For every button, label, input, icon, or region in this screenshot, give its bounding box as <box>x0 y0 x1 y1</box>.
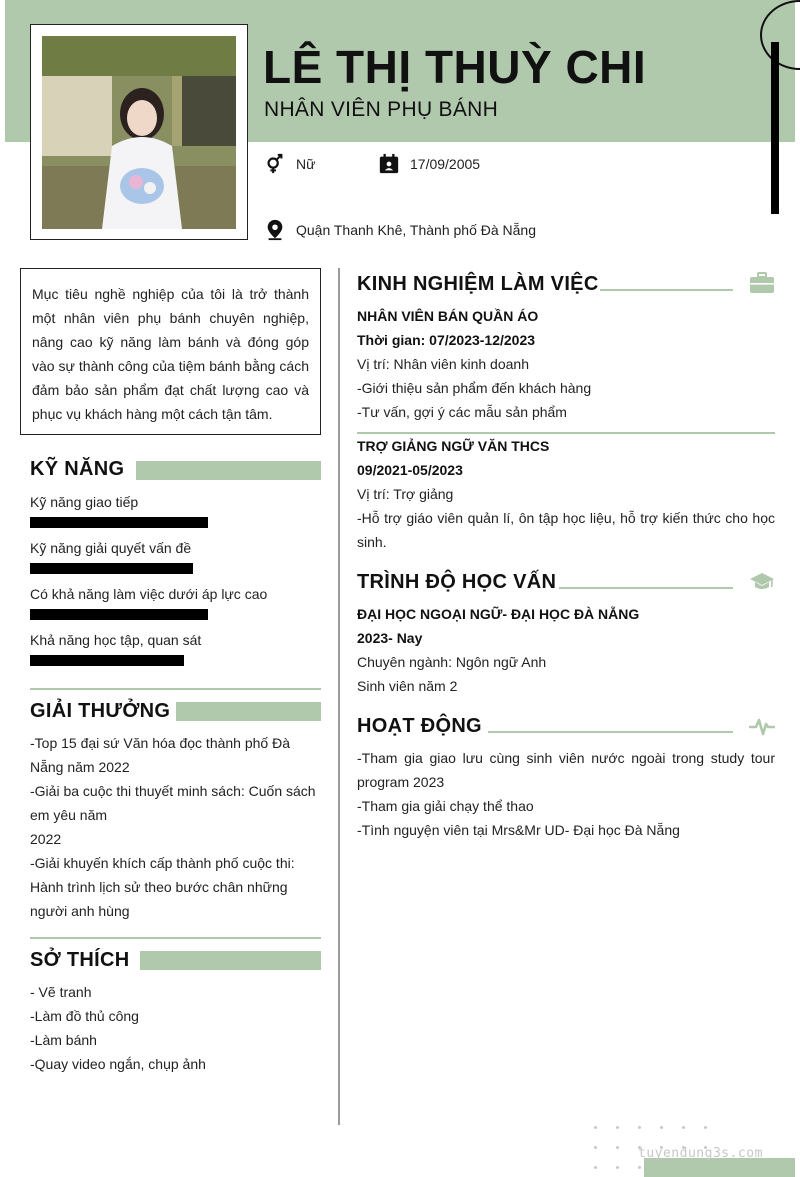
education-year: Sinh viên năm 2 <box>357 678 458 694</box>
award-line: em yêu năm <box>30 807 108 823</box>
candidate-name: LÊ THỊ THUỲ CHI <box>263 41 647 93</box>
job-detail: -Tư vấn, gợi ý các mẫu sản phẩm <box>357 404 567 420</box>
award-line: -Top 15 đại sứ Văn hóa đọc thành phố Đà <box>30 735 290 751</box>
hobbies-title: SỞ THÍCH <box>30 949 130 971</box>
section-rule <box>30 937 321 939</box>
skill-label: Khả năng học tập, quan sát <box>30 632 202 648</box>
experience-title: KINH NGHIỆM LÀM VIỆC <box>357 273 599 295</box>
gender-icon <box>264 153 286 175</box>
address-value: Quận Thanh Khê, Thành phố Đà Nẵng <box>296 222 536 238</box>
skill-level-bar <box>30 517 208 528</box>
birthdate-value: 17/09/2005 <box>410 156 481 172</box>
skill-label: Kỹ năng giải quyết vấn đề <box>30 540 192 556</box>
profile-photo <box>42 36 236 229</box>
education-title: TRÌNH ĐỘ HỌC VẤN <box>357 571 557 593</box>
gender-info <box>264 153 315 175</box>
awards-title-bar <box>176 702 321 721</box>
award-line: người anh hùng <box>30 903 130 919</box>
education-major: Chuyên ngành: Ngôn ngữ Anh <box>357 654 547 670</box>
activity-line: -Tham gia giao lưu cùng sinh viên nước ngoài trong study tour <box>357 750 775 766</box>
watermark: tuyendung3s.com <box>638 1146 763 1161</box>
job-detail: Vị trí: Trợ giảng <box>357 486 454 502</box>
award-line: 2022 <box>30 831 62 847</box>
education-period: 2023- Nay <box>357 630 423 646</box>
award-line: Nẵng năm 2022 <box>30 759 130 775</box>
activity-line: -Tình nguyện viên tại Mrs&Mr UD- Đại học Đà Nẵng <box>357 822 680 838</box>
calendar-icon <box>378 153 400 175</box>
award-line: Hành trình lịch sử theo bước chân những <box>30 879 288 895</box>
job-company: NHÂN VIÊN BÁN QUẦN ÁO <box>357 308 539 324</box>
graduation-cap-icon <box>749 571 775 593</box>
hobbies-title-bar <box>140 951 321 970</box>
education-school: ĐẠI HỌC NGOẠI NGỮ- ĐẠI HỌC ĐÀ NẴNG <box>357 606 640 622</box>
job-detail: -Giới thiệu sản phẩm đến khách hàng <box>357 380 592 396</box>
location-icon <box>264 219 286 241</box>
job-detail: Vị trí: Nhân viên kinh doanh <box>357 356 529 372</box>
hobby-item: -Quay video ngắn, chụp ảnh <box>30 1056 206 1072</box>
job-company: TRỢ GIẢNG NGỮ VĂN THCS <box>357 438 550 454</box>
experience-title-rule <box>600 289 733 291</box>
decorative-vertical-bar <box>771 42 779 214</box>
candidate-position: NHÂN VIÊN PHỤ BÁNH <box>264 98 499 121</box>
address-info <box>264 219 536 241</box>
job-period: Thời gian: 07/2023-12/2023 <box>357 332 536 348</box>
birthdate-info <box>378 153 480 175</box>
activities-title: HOẠT ĐỘNG <box>357 715 482 737</box>
column-divider <box>338 268 340 1125</box>
education-title-rule <box>559 587 733 589</box>
career-objective: Mục tiêu nghề nghiệp của tôi là trở thành một nhân viên phụ bánh chuyên nghiệp, nâng cao kỹ năng làm bánh và đóng góp vào sự thành công của tiệm bánh bằng cách đảm bảo sản phẩm đạt chất lượng cao và phục vụ khách hàng một cách tận tâm. <box>20 268 321 435</box>
activity-line: program 2023 <box>357 774 445 790</box>
activity-line: -Tham gia giải chạy thể thao <box>357 798 534 814</box>
activities-title-rule <box>488 731 733 733</box>
skill-level-bar <box>30 609 208 620</box>
skills-title-bar <box>136 461 321 480</box>
skill-label: Kỹ năng giao tiếp <box>30 494 139 510</box>
hobby-item: - Vẽ tranh <box>30 984 92 1000</box>
hobby-item: -Làm bánh <box>30 1032 97 1048</box>
briefcase-icon <box>749 272 775 294</box>
section-rule <box>30 688 321 690</box>
job-period: 09/2021-05/2023 <box>357 462 463 478</box>
skill-label: Có khả năng làm việc dưới áp lực cao <box>30 586 268 602</box>
award-line: -Giải ba cuộc thi thuyết minh sách: Cuốn sách <box>30 783 316 799</box>
hobby-item: -Làm đồ thủ công <box>30 1008 139 1024</box>
job-detail: -Hỗ trợ giáo viên quản lí, ôn tập học liệu, hỗ trợ kiến thức cho học <box>357 510 775 526</box>
award-line: -Giải khuyến khích cấp thành phố cuộc thi: <box>30 855 295 871</box>
skill-level-bar <box>30 563 193 574</box>
pulse-icon <box>749 715 775 737</box>
skills-title: KỸ NĂNG <box>30 458 125 480</box>
skill-level-bar <box>30 655 184 666</box>
gender-value: Nữ <box>296 156 316 172</box>
job-detail: sinh. <box>357 534 387 550</box>
awards-title: GIẢI THƯỞNG <box>30 700 171 722</box>
